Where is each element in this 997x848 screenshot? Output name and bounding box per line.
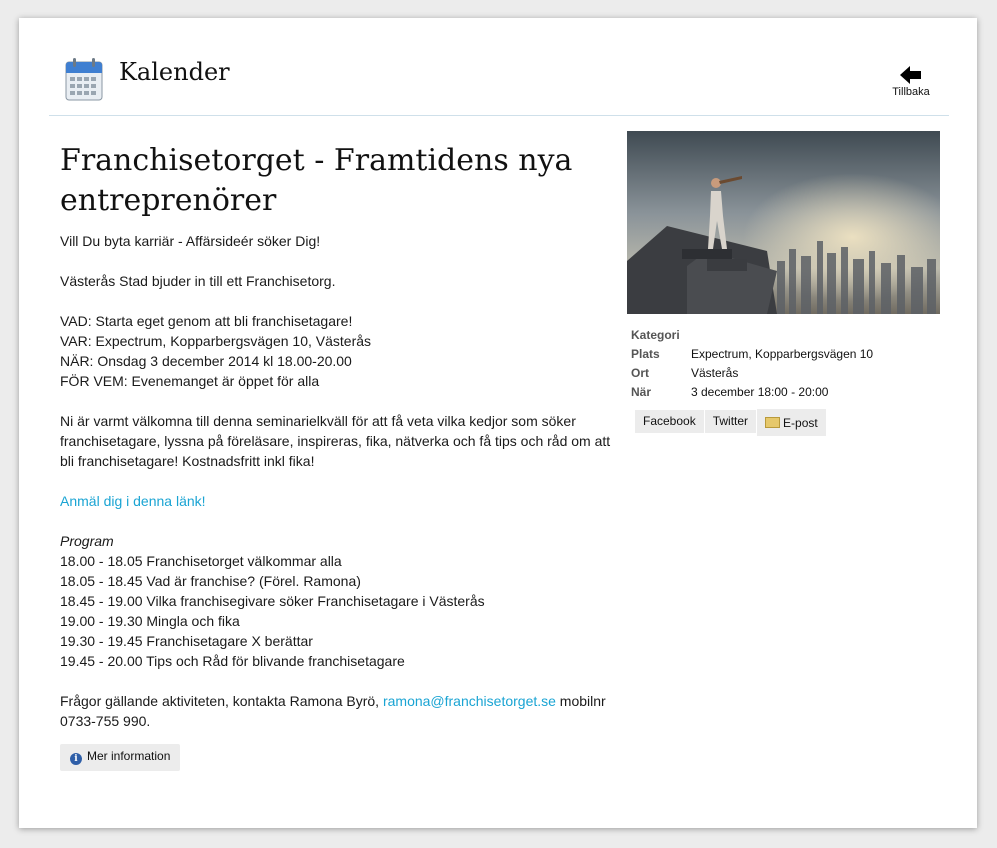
description-text: Ni är varmt välkomna till denna seminarielkväll för att få veta vilka kedjor som söker franchisetagare, lyssna på föreläsare, inspireras, fika, nätverka och få tips och råd om att bli franchisetagare! Kostnadsfritt inkl fika! [60,413,611,469]
share-email-label: E-post [783,416,818,430]
meta-row-city [631,364,873,383]
contact-text [60,691,620,731]
more-info-button[interactable] [60,744,180,771]
event-sidebar [627,131,940,436]
meta-label: Ort [631,366,649,380]
share-facebook-button[interactable]: Facebook [635,410,704,433]
detail-for-whom: FÖR VEM: Evenemanget är öppet för alla [60,373,320,389]
event-description [60,231,620,731]
event-meta [631,326,873,402]
program-item: 18.45 - 19.00 Vilka franchisegivare söker Franchisetagare i Västerås [60,593,485,609]
meta-value: Västerås [691,366,739,380]
info-icon: i [70,753,82,765]
invite-text: Västerås Stad bjuder in till ett Franchisetorg. [60,273,336,289]
program-item: 19.00 - 19.30 Mingla och fika [60,613,240,629]
meta-value: Expectrum, Kopparbergsvägen 10 [691,347,874,361]
share-email-button[interactable] [757,409,826,436]
meta-label: Plats [631,347,660,361]
meta-value [691,326,873,345]
page-title: Kalender [119,58,230,86]
meta-row-when [631,383,873,402]
back-label: Tillbaka [892,86,930,98]
contact-suffix: mobilnr 0733-755 990. [60,693,606,729]
arrow-left-icon [900,66,922,84]
detail-what: VAD: Starta eget genom att bli franchisetagare! [60,313,353,329]
event-title: Franchisetorget - Framtidens nya entreprenörer [60,143,573,218]
meta-value: 3 december 18:00 - 20:00 [691,385,829,399]
event-card [19,18,977,828]
contact-email-link[interactable]: ramona@franchisetorget.se [382,693,556,709]
program-block [60,531,620,671]
details-block [60,311,620,391]
program-item: 18.05 - 18.45 Vad är franchise? (Förel. Ramona) [60,573,361,589]
program-heading: Program [60,533,114,549]
intro-text: Vill Du byta karriär - Affärsideér söker Dig! [60,233,321,249]
page-header [49,18,949,116]
meta-row-place [631,345,873,364]
more-info-label: Mer information [87,749,171,763]
share-twitter-button[interactable]: Twitter [705,410,756,433]
detail-when: NÄR: Onsdag 3 december 2014 kl 18.00-20.00 [60,353,352,369]
contact-prefix: Frågor gällande aktiviteten, kontakta Ramona Byrö, [60,693,383,709]
meta-label: När [631,385,652,399]
back-button[interactable] [888,66,934,98]
share-buttons [635,410,940,436]
program-item: 19.30 - 19.45 Franchisetagare X berättar [60,633,313,649]
envelope-icon [765,417,780,428]
meta-label: Kategori [631,328,680,342]
program-item: 19.45 - 20.00 Tips och Råd för blivande franchisetagare [60,653,405,669]
detail-where: VAR: Expectrum, Kopparbergsvägen 10, Västerås [60,333,372,349]
calendar-icon [65,57,103,101]
signup-link[interactable]: Anmäl dig i denna länk! [60,493,206,509]
event-content [60,133,620,771]
program-item: 18.00 - 18.05 Franchisetorget välkommar alla [60,553,342,569]
meta-row-category [631,326,873,345]
event-image [627,131,940,314]
